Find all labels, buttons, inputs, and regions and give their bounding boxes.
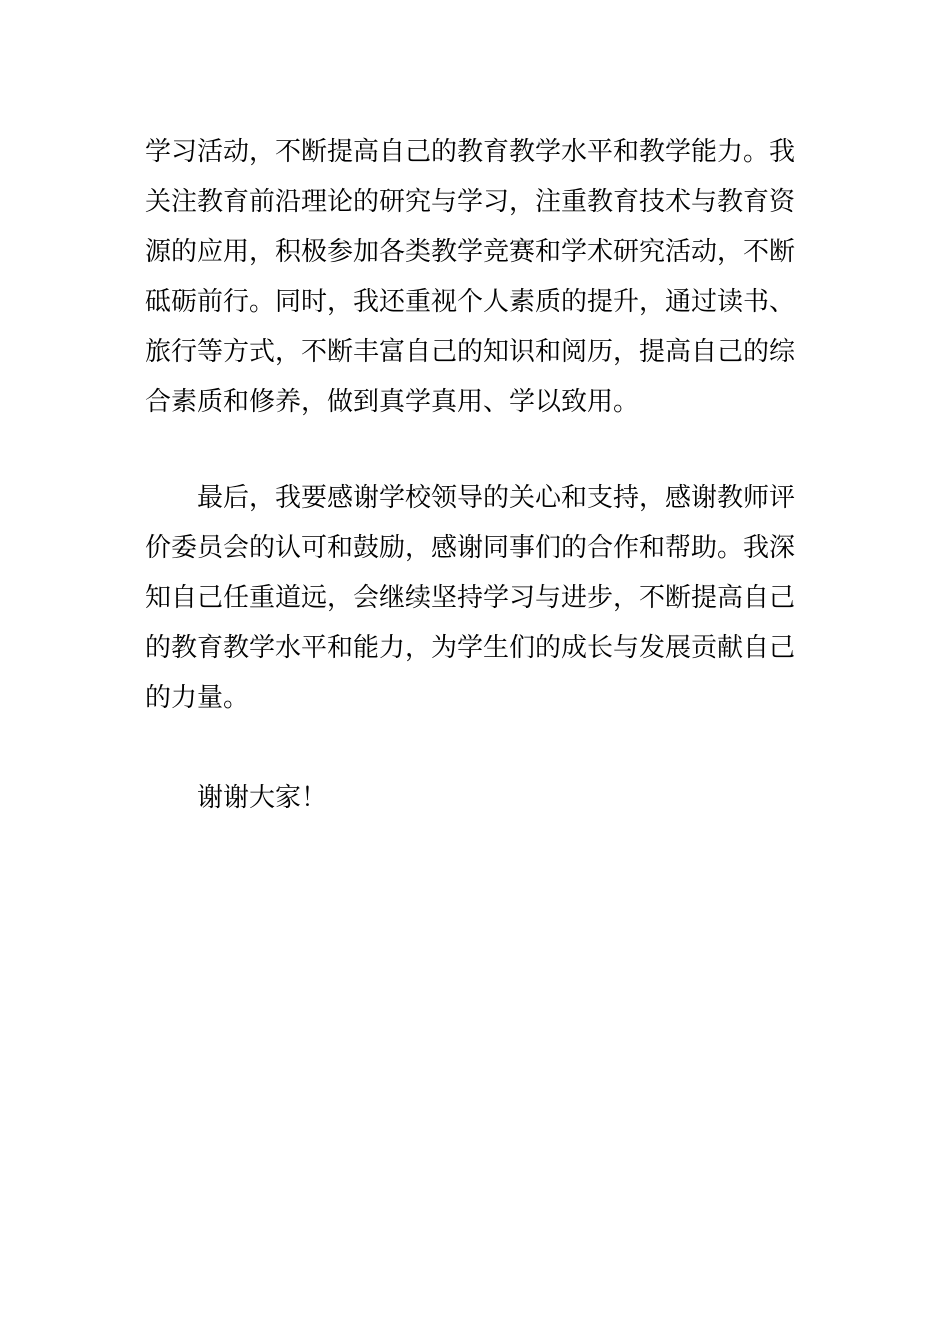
paragraph-thanks xyxy=(145,473,810,723)
text-line: 的力量。 xyxy=(145,683,250,713)
text-line: 源的应用，积极参加各类教学竞赛和学术研究活动，不断 xyxy=(145,237,796,267)
text-line: 最后，我要感谢学校领导的关心和支持，感谢教师评 xyxy=(197,483,796,513)
paragraph-closing xyxy=(145,773,810,823)
paragraph-continuation xyxy=(145,127,810,427)
text-line: 合素质和修养，做到真学真用、学以致用。 xyxy=(145,387,640,417)
text-line: 价委员会的认可和鼓励，感谢同事们的合作和帮助。我深 xyxy=(145,533,796,563)
text-line: 旅行等方式，不断丰富自己的知识和阅历，提高自己的综 xyxy=(145,337,796,367)
text-line: 关注教育前沿理论的研究与学习，注重教育技术与教育资 xyxy=(145,187,796,217)
text-line: 砥砺前行。同时，我还重视个人素质的提升，通过读书、 xyxy=(145,287,796,317)
text-line: 的教育教学水平和能力，为学生们的成长与发展贡献自己 xyxy=(145,633,796,663)
text-line: 知自己任重道远，会继续坚持学习与进步，不断提高自己 xyxy=(145,583,796,613)
text-line: 学习活动，不断提高自己的教育教学水平和教学能力。我 xyxy=(145,137,796,167)
text-line: 谢谢大家！ xyxy=(197,783,328,813)
